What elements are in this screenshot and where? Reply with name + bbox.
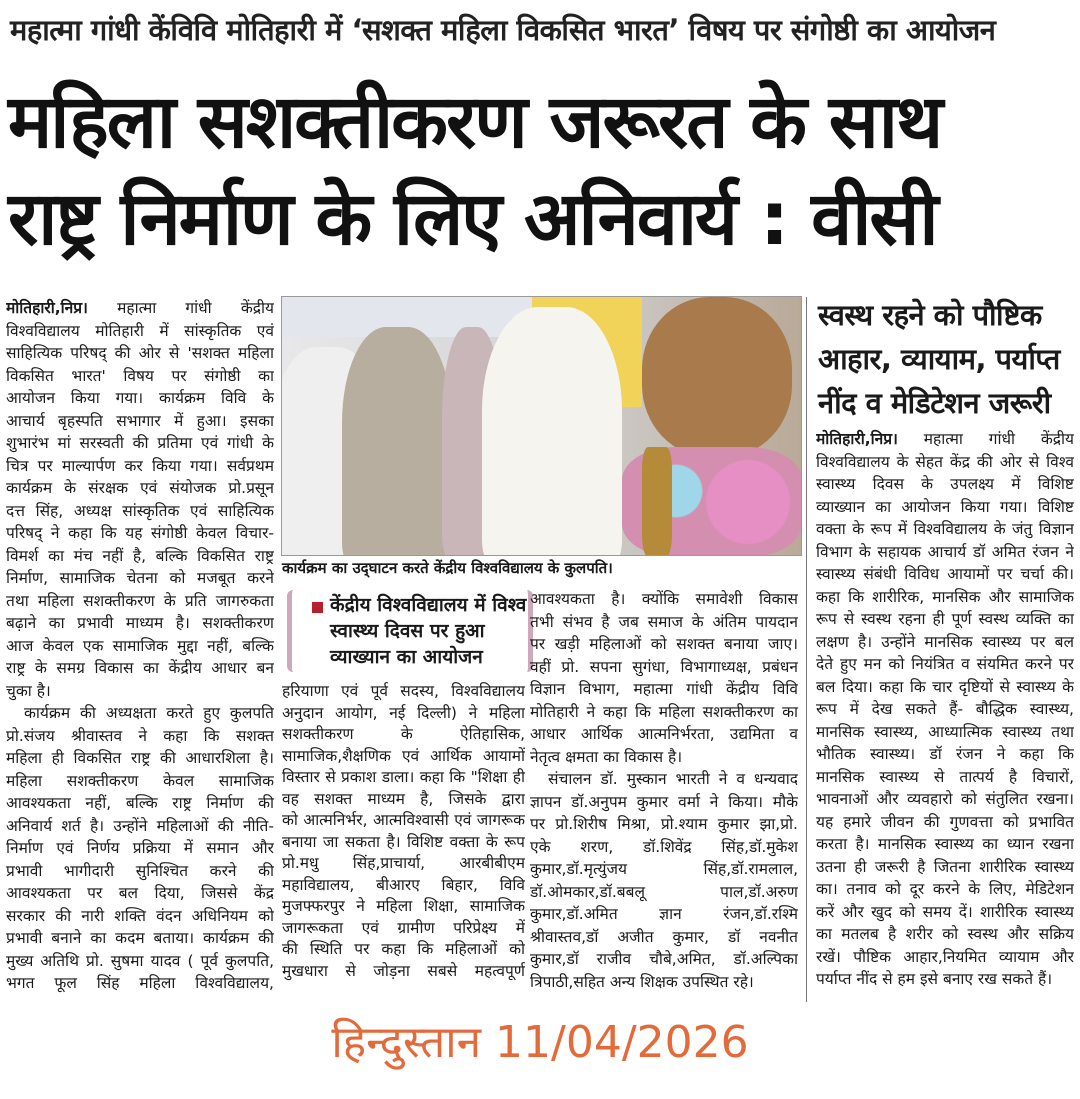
text-line-content: विज्ञान विभाग, महात्मा गांधी केंद्रीय विवि	[530, 680, 798, 698]
text-line-content: रूप में देख सकते हैं- बौद्धिक स्वास्थ्य,	[816, 700, 1074, 718]
text-line	[6, 905, 274, 928]
text-line-content: रखें। पौष्टिक आहार,नियमित व्यायाम और	[816, 947, 1074, 966]
text-line-content: विभाग के सहायक आचार्य डॉ अमित रंजन ने	[816, 542, 1074, 561]
side-headline-line: स्वस्थ रहने को पौष्टिक	[818, 298, 1042, 332]
text-line	[530, 903, 798, 926]
text-line-content: वहीं प्रो. सपना सुगंधा, विभागाध्यक्ष, प्रबंधन	[530, 657, 798, 676]
text-line	[816, 878, 1074, 901]
text-line	[530, 678, 798, 701]
text-line	[816, 608, 1074, 631]
text-line	[530, 611, 798, 634]
text-line	[282, 703, 525, 725]
main-headline-line-2: राष्ट्र निर्माण के लिए अनिवार्य : वीसी	[8, 176, 937, 262]
text-line-content: यह हमारे जीवन की गुणवत्ता को प्रभावित	[816, 812, 1074, 831]
text-line-content: भौतिक स्वास्थ्य। डॉ रंजन ने कहा कि	[816, 745, 1074, 763]
text-line-content: आवश्यकता पर बल दिया, जिससे केंद्र	[6, 884, 274, 902]
dateline: मोतिहारी,निप्र।	[6, 299, 88, 317]
text-line	[6, 342, 274, 365]
text-line-content: लक्षण है। उन्होंने मानसिक स्वास्थ्य पर बल	[816, 632, 1074, 651]
text-line	[282, 832, 525, 854]
text-line-content: विस्तार से प्रकाश डाला। कहा कि "शिक्षा ही	[282, 768, 525, 786]
text-line-content: स्वास्थ्य दिवस के उपलक्ष्य में विशिष्ट	[816, 475, 1074, 493]
text-line	[282, 681, 525, 703]
text-line-content: मोतिहारी ने कहा कि महिला सशक्तीकरण का	[530, 702, 798, 721]
text-line-content: तभी संभव है जब समाज के अंतिम पायदान	[530, 612, 798, 631]
text-line-content: कुमार,डॉ राजीव चौबे,अमित, डॉ.अल्पिका	[530, 950, 798, 968]
photo-person-suit	[342, 327, 452, 556]
photo-gandhi-bust	[642, 297, 792, 457]
text-line	[816, 563, 1074, 586]
text-line-content: वक्ता के रूप में विश्वविद्यालय के जंतु विज्ञान	[816, 520, 1074, 538]
text-line	[816, 901, 1074, 924]
text-line-content: चुका है।	[6, 681, 51, 700]
text-line-content: महात्मा गांधी केंद्रीय	[87, 299, 274, 317]
text-line-content: विश्वविद्यालय मोतिहारी में सांस्कृतिक एवं	[6, 321, 274, 340]
text-line-content: सामाजिक,शैक्षणिक एवं आर्थिक आयामों	[282, 746, 525, 765]
text-line	[816, 743, 1074, 766]
side-article-body	[816, 428, 1074, 991]
text-line-content: आचार्य बृहस्पति सभागार में हुआ। इसका	[6, 411, 274, 430]
text-line-content: जागरूकता एवं ग्रामीण परिप्रेक्ष्य में	[282, 918, 525, 937]
sub-headline-text	[330, 592, 530, 670]
text-line-content: निर्माण एवं निर्णय प्रक्रिया में समान और	[6, 839, 274, 857]
text-line-content: मुख्य अतिथि प्रो. सुषमा यादव ( पूर्व कुलपति,	[6, 951, 274, 970]
side-headline-line: आहार, व्यायाम, पर्याप्त	[818, 342, 1060, 376]
text-line	[816, 766, 1074, 789]
text-line	[530, 926, 798, 949]
text-line	[816, 946, 1074, 969]
article-column-3	[530, 588, 798, 993]
text-line	[282, 939, 525, 961]
text-line-content: ज्ञापन डॉ.अनुपम कुमार वर्मा ने किया। मौके	[530, 792, 798, 811]
text-line	[6, 747, 274, 770]
sub-headline-line: केंद्रीय विश्वविद्यालय में विश्व	[330, 594, 527, 616]
text-line-content: श्रीवास्तव,डॉ अजीत कुमार, डॉ नवनीत	[530, 927, 798, 946]
text-line-content: तथा महिला सशक्तीकरण के प्रति जागरुकता	[6, 591, 274, 610]
text-line-content: देते हुए मन को नियंत्रित व संयमित करने पर	[816, 655, 1074, 673]
text-line	[816, 721, 1074, 744]
text-line	[6, 972, 274, 995]
text-line	[816, 586, 1074, 609]
text-line-content: वह सशक्त माध्यम है, जिसके द्वारा	[282, 789, 525, 808]
text-line	[6, 770, 274, 793]
kicker-headline: महात्मा गांधी केंविवि मोतिहारी में ‘सशक्त महिला विकसित भारत’ विषय पर संगोष्ठी का आयोजन	[10, 13, 996, 47]
text-line	[530, 723, 798, 746]
text-line	[6, 657, 274, 680]
text-line-content: महिला सशक्तीकरण केवल सामाजिक	[6, 771, 274, 790]
text-line-content: आज केवल एक सामाजिक मुद्दा नहीं, बल्कि	[6, 636, 274, 655]
text-line	[282, 918, 525, 940]
text-line	[6, 680, 274, 703]
text-line-content: सशक्तीकरण के ऐतिहासिक,	[282, 725, 525, 743]
text-line-content: आधार आर्थिक आत्मनिर्भरता, उद्यमिता व	[530, 725, 798, 743]
text-line	[530, 836, 798, 859]
text-line-content: आवश्यकता है। क्योंकि समावेशी विकास	[530, 590, 798, 608]
text-line-content: परिषद् ने कहा कि यह संगोष्ठी केवल विचार-	[6, 524, 274, 542]
text-line-content: चित्र पर माल्यार्पण कर किया गया। सर्वप्रथम	[6, 456, 274, 475]
text-line	[816, 856, 1074, 879]
text-line	[6, 882, 274, 905]
text-line	[282, 896, 525, 918]
text-line	[6, 477, 274, 500]
text-line	[816, 518, 1074, 541]
article-column-1	[6, 297, 274, 995]
side-article-headline	[818, 293, 1076, 425]
text-line	[816, 428, 1074, 451]
text-line	[6, 927, 274, 950]
text-line-content: मानसिक स्वास्थ्य, आध्यात्मिक स्वास्थ्य तथा	[816, 722, 1074, 741]
text-line-content: विश्वविद्यालय के सेहत केंद्र की ओर से विश्व	[816, 452, 1074, 471]
text-line-content: आयोजन किया गया। कार्यक्रम विवि के	[6, 389, 274, 407]
text-line	[816, 698, 1074, 721]
text-line-content: कुमार,डॉ.मृत्युंजय सिंह,डॉ.रामलाल,	[530, 860, 798, 878]
text-line-content: कुमार,डॉ.अमित ज्ञान रंजन,डॉ.रश्मि	[530, 905, 798, 923]
photo-caption: कार्यक्रम का उद्‌घाटन करते केंद्रीय विश्वविद्यालय के कुलपति।	[282, 559, 613, 577]
text-line-content: कार्यक्रम की अध्यक्षता करते हुए कुलपति	[24, 704, 274, 722]
text-line	[282, 724, 525, 746]
text-line	[530, 633, 798, 656]
text-line	[6, 590, 274, 613]
text-line	[282, 853, 525, 875]
sub-headline-line: व्याख्यान का आयोजन	[330, 646, 483, 668]
text-line	[530, 701, 798, 724]
dateline: मोतिहारी,निप्र।	[816, 430, 898, 448]
text-line-content: उतना ही जरूरी है जितना शारीरिक स्वास्थ्य	[816, 857, 1074, 876]
text-line	[530, 746, 798, 769]
text-line-content: दत्त सिंह, अध्यक्ष सांस्कृतिक एवं साहित्यिक	[6, 501, 274, 520]
text-line-content: कार्यक्रम के संरक्षक एवं संयोजक प्रो.प्रसून	[6, 479, 274, 497]
text-line	[816, 496, 1074, 519]
text-line-content: अनुदान आयोग, नई दिल्ली) ने महिला	[282, 703, 525, 722]
text-line-content: संचालन डॉ. मुस्कान भारती ने व धन्यवाद	[548, 770, 798, 788]
text-line	[282, 961, 525, 983]
photo-brass-lamp	[642, 447, 672, 556]
text-line	[282, 746, 525, 768]
text-line	[6, 635, 274, 658]
text-line	[6, 815, 274, 838]
text-line-content: का। तनाव को दूर करने के लिए, मेडिटेशन	[816, 880, 1074, 898]
event-photo	[281, 296, 802, 556]
text-line-content: बढ़ाने का प्रभावी माध्यम है। सशक्तीकरण	[6, 614, 274, 632]
text-line	[6, 410, 274, 433]
text-line-content: राष्ट्र के समग्र विकास का केंद्रीय आधार बन	[6, 659, 274, 677]
text-line-content: स्वास्थ्य संबंधी विविध आयामों पर चर्चा की।	[816, 565, 1074, 583]
text-line-content: त्रिपाठी,सहित अन्य शिक्षक उपस्थित रहे।	[530, 972, 754, 991]
text-line-content: बल दिया। कहा कि चार दृष्टियों से स्वास्थ्य के	[816, 677, 1074, 696]
text-line-content: सरकार की नारी शक्ति वंदन अधिनियम को	[6, 906, 274, 925]
text-line	[6, 860, 274, 883]
column-divider	[806, 297, 807, 1002]
text-line-content: मुखधारा से जोड़ना सबसे महत्वपूर्ण	[282, 961, 525, 980]
text-line	[816, 541, 1074, 564]
text-line	[6, 950, 274, 973]
text-line	[816, 451, 1074, 474]
text-line	[530, 813, 798, 836]
text-line-content: बनाया जा सकता है। विशिष्ट वक्ता के रूप	[282, 832, 525, 851]
text-line-content: प्रो.मधु सिंह,प्राचार्या, आरबीबीएम	[282, 854, 525, 872]
text-line-content: नेतृत्व क्षमता का विकास है।	[530, 747, 683, 766]
text-line-content: साहित्यिक परिषद् की ओर से 'सशक्त महिला	[6, 344, 274, 362]
text-line-content: भगत फूल सिंह महिला विश्वविद्यालय,	[6, 974, 274, 992]
text-line	[6, 702, 274, 725]
text-line	[816, 811, 1074, 834]
text-line	[530, 791, 798, 814]
text-line	[530, 948, 798, 971]
sub-headline-line: स्वास्थ्य दिवस पर हुआ	[330, 620, 485, 642]
text-line-content: पर्याप्त नींद से हम इसे बनाए रख सकते हैं।	[816, 970, 1053, 988]
text-line	[530, 588, 798, 611]
text-line	[816, 968, 1074, 991]
article-column-2	[282, 681, 525, 982]
text-line-content: एके शरण, डॉ.शिवेंद्र सिंह,डॉ.मुकेश	[530, 837, 798, 856]
text-line	[6, 500, 274, 523]
sub-headline-box	[287, 590, 533, 672]
photo-person-white-kurta	[482, 307, 622, 556]
text-line-content: पर खड़ी महिलाओं को सशक्त बनाया जाए।	[530, 635, 798, 653]
text-line-content: डॉ.ओमकार,डॉ.बबलू पाल,डॉ.अरुण	[530, 882, 798, 901]
text-line-content: मानसिक स्वास्थ्य से तात्पर्य है विचारों,	[816, 767, 1074, 786]
text-line	[816, 473, 1074, 496]
text-line	[6, 612, 274, 635]
text-line-content: पर प्रो.शिरीष मिश्रा, प्रो.श्याम कुमार झा,प्रो.	[530, 815, 798, 833]
text-line	[816, 676, 1074, 699]
text-line-content: रूप से स्वस्थ रहना ही पूर्ण स्वस्थ व्यक्ति का	[816, 610, 1074, 628]
main-headline-line-1: महिला सशक्तीकरण जरूरत के साथ	[8, 79, 942, 165]
text-line	[6, 792, 274, 815]
text-line-content: महाविद्यालय, बीआरए बिहार, विवि	[282, 875, 525, 894]
text-line	[530, 881, 798, 904]
text-line-content: को आत्मनिर्भर, आत्मविश्वासी एवं जागरूक	[282, 811, 525, 829]
text-line-content: महात्मा गांधी केंद्रीय	[897, 430, 1074, 448]
text-line-content: प्रो.संजय श्रीवास्तव ने कहा कि सशक्त	[6, 726, 274, 745]
text-line-content: व्याख्यान का आयोजन किया गया। विशिष्ट	[816, 497, 1074, 516]
text-line	[282, 810, 525, 832]
text-line	[816, 833, 1074, 856]
text-line	[530, 768, 798, 791]
text-line-content: महिला ही विकसित राष्ट्र की आधारशिला है।	[6, 749, 274, 767]
text-line	[6, 725, 274, 748]
text-line-content: भावनाओं और व्यवहारो को संतुलित रखना।	[816, 790, 1074, 808]
text-line	[6, 837, 274, 860]
text-line	[282, 789, 525, 811]
text-line	[282, 875, 525, 897]
side-headline-line: नींद व मेडिटेशन जरूरी	[818, 386, 1051, 420]
text-line	[530, 971, 798, 994]
text-line-content: प्रभावी बनाने का कदम बताया। कार्यक्रम की	[6, 929, 274, 947]
text-line	[816, 631, 1074, 654]
text-line	[6, 432, 274, 455]
text-line	[6, 545, 274, 568]
text-line-content: प्रभावी भागीदारी सुनिश्चित करने की	[6, 861, 274, 880]
text-line	[6, 567, 274, 590]
text-line-content: हरियाणा एवं पूर्व सदस्य, विश्वविद्यालय	[282, 682, 525, 700]
newspaper-source-date: हिन्दुस्तान 11/04/2026	[331, 1017, 749, 1068]
text-line-content: करें और खुद को समय दें। शारीरिक स्वास्थ्य	[816, 902, 1074, 921]
text-line-content: करता है। मानसिक स्वास्थ्य का ध्यान रखना	[816, 835, 1074, 853]
text-line-content: अनिवार्य शर्त है। उन्होंने महिलाओं की नीति-	[6, 816, 274, 835]
text-line-content: आवश्यकता नहीं, बल्कि राष्ट्र निर्माण की	[6, 794, 274, 812]
text-line-content: शुभारंभ मां सरस्वती की प्रतिमा एवं गांधी के	[6, 434, 274, 452]
text-line-content: कहा कि शारीरिक, मानसिक और सामाजिक	[816, 587, 1074, 606]
text-line	[6, 320, 274, 343]
bullet-square-icon	[312, 602, 323, 613]
text-line	[816, 923, 1074, 946]
text-line	[6, 522, 274, 545]
text-line	[6, 455, 274, 478]
text-line-content: का मतलब है शरीर को स्वस्थ और सक्रिय	[816, 925, 1074, 943]
text-line-content: विकसित भारत' विषय पर संगोष्ठी का	[6, 366, 274, 385]
text-line	[6, 365, 274, 388]
text-line	[282, 767, 525, 789]
text-line	[6, 297, 274, 320]
text-line-content: मुजफ्फरपुर ने महिला शिक्षा, सामाजिक	[282, 897, 525, 915]
text-line-content: निर्माण, सामाजिक चेतना को मजबूत करने	[6, 569, 274, 587]
text-line	[816, 788, 1074, 811]
text-line	[6, 387, 274, 410]
text-line	[530, 656, 798, 679]
text-line-content: की स्थिति पर कहा कि महिलाओं को	[282, 940, 525, 958]
text-line-content: विमर्श का मंच नहीं है, बल्कि विकसित राष्ट्र	[6, 546, 274, 565]
text-line	[816, 653, 1074, 676]
text-line	[530, 858, 798, 881]
